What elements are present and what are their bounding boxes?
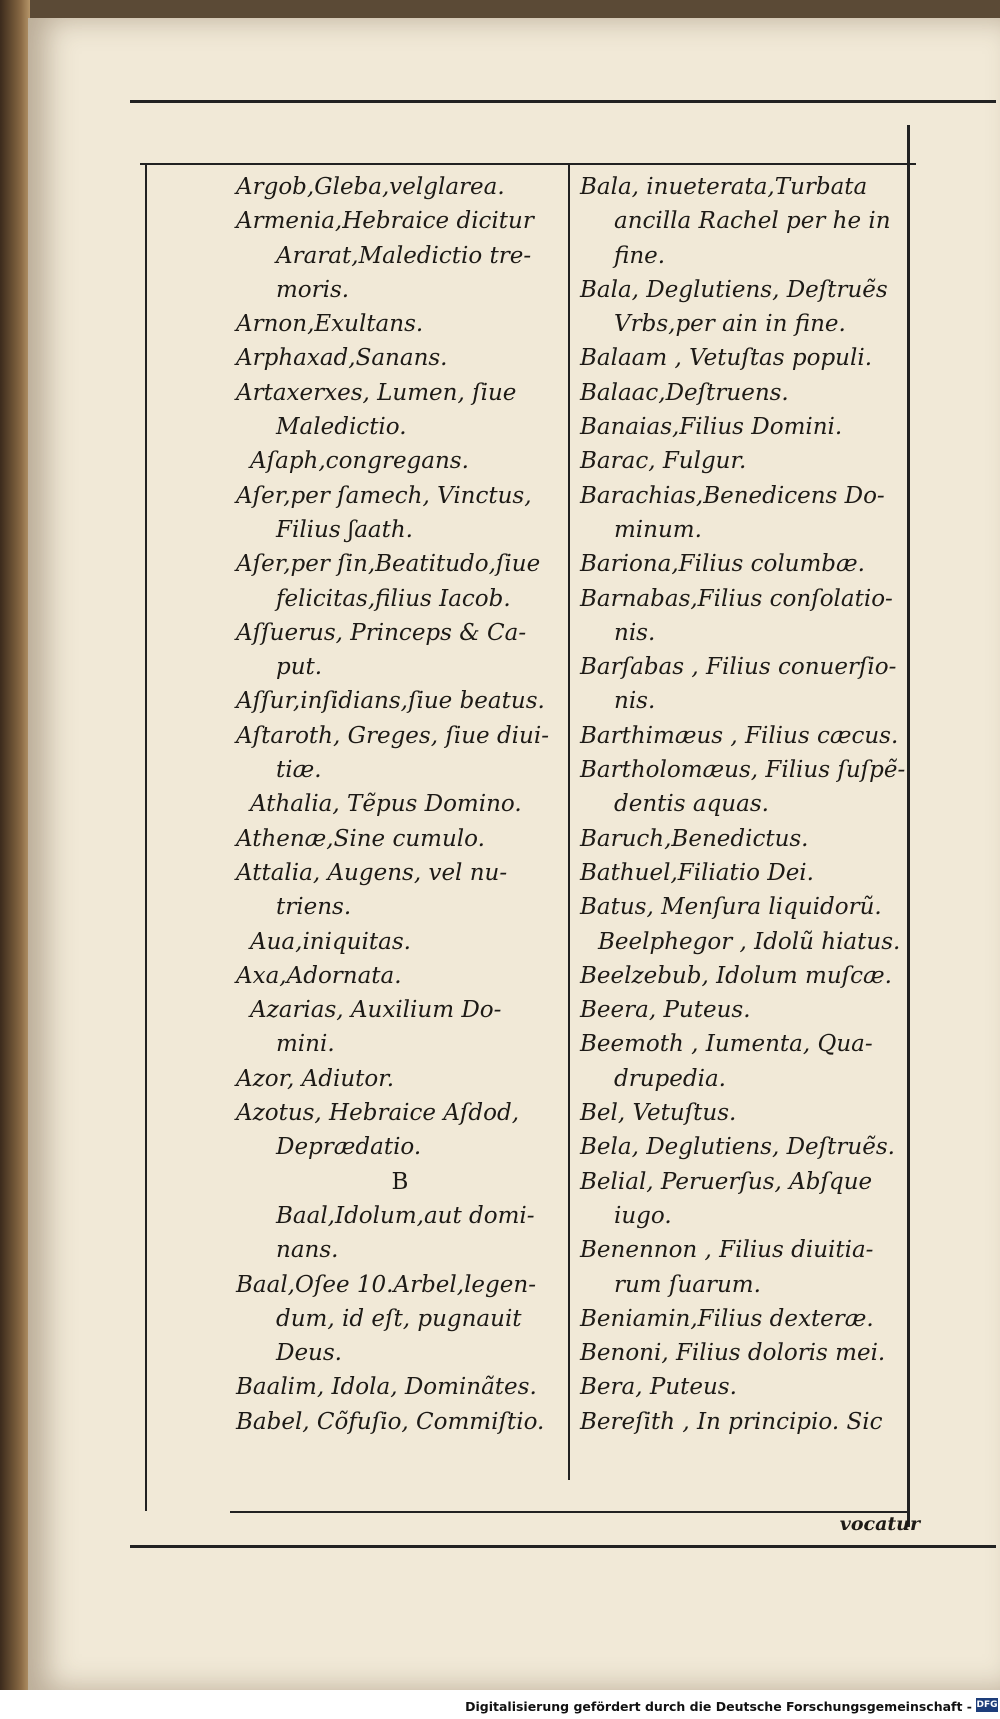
entry-line: Ararat,Maledictio tre- (276, 242, 532, 269)
entry-line: iugo. (614, 1202, 672, 1229)
entry-line: Bathuel,Filiatio Dei. (580, 859, 814, 886)
entry-line: triens. (276, 894, 352, 921)
entry-line: minum. (614, 516, 702, 543)
bottom-rule-outer (130, 1545, 996, 1548)
entry-line: Bala, Deglutiens, Deſtruẽs (580, 276, 888, 303)
right-rule (907, 125, 910, 1527)
entry-line: dum, id eſt, pugnauit (276, 1305, 522, 1332)
entry-line: Beemoth , Iumenta, Qua- (580, 1031, 873, 1058)
catchword: vocatur (839, 1513, 920, 1535)
entry-line: Barnabas,Filius conſolatio- (580, 585, 893, 612)
entry-line: Aſſur,inſidians,ſiue beatus. (236, 688, 545, 715)
entry-line: Azor, Adiutor. (236, 1065, 395, 1092)
entry-line: Arphaxad,Sanans. (236, 345, 448, 372)
entry-line: Beniamin,Filius dexteræ. (580, 1305, 874, 1332)
entry-line: nis. (614, 619, 656, 646)
funding-notice: Digitalisierung gefördert durch die Deutsche Forschungsgemeinschaft - (465, 1699, 972, 1714)
entry-line: Bala, inueterata,Turbata (580, 174, 868, 200)
entry-line: Aſſuerus, Princeps & Ca- (236, 619, 527, 646)
entry-line: Belial, Peruerſus, Abſque (580, 1168, 873, 1195)
entry-line: Athenæ,Sine cumulo. (236, 825, 485, 852)
top-rule-outer (130, 100, 996, 103)
top-rule-inner (140, 163, 916, 165)
entry-line: Benoni, Filius doloris mei. (580, 1340, 886, 1367)
entry-line: Athalia, Tẽpus Domino. (250, 791, 522, 818)
entry-line: Aua,iniquitas. (250, 928, 411, 955)
entry-line: Aſer,per ſamech, Vinctus, (236, 482, 532, 509)
entry-line: dentis aquas. (614, 791, 769, 818)
entry-line: Armenia,Hebraice dicitur (236, 208, 534, 235)
entry-line: put. (276, 654, 323, 681)
dfg-logo: DFG (976, 1700, 998, 1710)
entry-line: Bel, Vetuſtus. (580, 1100, 737, 1127)
right-column (580, 170, 905, 1439)
entry-line: Aſaph,congregans. (250, 448, 469, 475)
entry-line: Benennon , Filius diuitia- (580, 1237, 874, 1264)
entry-line: Attalia, Augens, vel nu- (236, 859, 508, 886)
entry-line: Banaias,Filius Domini. (580, 414, 843, 441)
entry-line: Deprædatio. (276, 1134, 422, 1161)
entry-line: fine. (614, 242, 666, 269)
entry-line: Baruch,Benedictus. (580, 825, 809, 852)
entry-line: Balaam , Vetuſtas populi. (580, 345, 873, 372)
entry-line: Bera, Puteus. (580, 1374, 737, 1401)
entry-line: Barthimæus , Filius cæcus. (580, 722, 899, 749)
entry-line: Vrbs,per ain in fine. (614, 311, 846, 338)
entry-line: Maledictio. (276, 414, 407, 441)
entry-line: Beera, Puteus. (580, 997, 751, 1024)
entry-line: mini. (276, 1031, 335, 1058)
entry-line: Baal,Oſee 10.Arbel,legen- (236, 1271, 536, 1298)
bottom-rule-inner (230, 1511, 910, 1513)
entry-line: Batus, Menſura liquidorũ. (580, 894, 882, 921)
entry-line: Aſer,per ſin,Beatitudo,ſiue (236, 551, 541, 578)
entry-line: Barſabas , Filius conuerſio- (580, 654, 897, 681)
entry-line: nans. (276, 1237, 339, 1264)
entry-line: Babel, Cõfuſio, Commiſtio. (236, 1408, 545, 1435)
entry-line: Artaxerxes, Lumen, ſiue (236, 379, 517, 406)
entry-line: Beelzebub, Idolum muſcæ. (580, 962, 892, 989)
entry-line: Balaac,Deſtruens. (580, 379, 789, 406)
entry-line: Aſtaroth, Greges, ſiue diui- (236, 722, 549, 749)
section-letter: B (391, 1168, 409, 1195)
entry-line: Argob,Gleba,velglarea. (236, 174, 505, 200)
entry-line: Filius ʃaath. (276, 516, 413, 543)
column-divider (568, 165, 570, 1480)
entry-line: Deus. (276, 1340, 342, 1367)
entry-line: Bela, Deglutiens, Deſtruẽs. (580, 1134, 895, 1161)
entry-line: rum ſuarum. (614, 1271, 761, 1298)
book-spine (0, 0, 30, 1690)
entry-line: Baalim, Idola, Dominãtes. (236, 1374, 537, 1401)
entry-line: Beelphegor , Idolũ hiatus. (598, 928, 901, 955)
entry-line: nis. (614, 688, 656, 715)
left-column (236, 170, 564, 1439)
entry-line: Bariona,Filius columbæ. (580, 551, 865, 578)
entry-line: Azarias, Auxilium Do- (250, 997, 502, 1024)
entry-line: ancilla Rachel per he in (614, 208, 891, 235)
entry-line: felicitas,filius Iacob. (276, 585, 511, 612)
entry-line: moris. (276, 276, 350, 303)
entry-line: Azotus, Hebraice Aſdod, (236, 1100, 520, 1127)
left-rule (145, 163, 147, 1511)
entry-line: Barachias,Benedicens Do- (580, 482, 885, 509)
entry-line: tiæ. (276, 757, 322, 784)
entry-line: Bereſith , In principio. Sic (580, 1408, 883, 1435)
entry-line: Baal,Idolum,aut domi- (276, 1202, 535, 1229)
entry-line: Bartholomæus, Filius ſuſpẽ- (580, 757, 906, 784)
entry-line: Axa,Adornata. (236, 962, 402, 989)
entry-line: Barac, Fulgur. (580, 448, 747, 475)
footer (0, 1695, 1000, 1719)
entry-line: Arnon,Exultans. (236, 311, 424, 338)
entry-line: drupedia. (614, 1065, 726, 1092)
